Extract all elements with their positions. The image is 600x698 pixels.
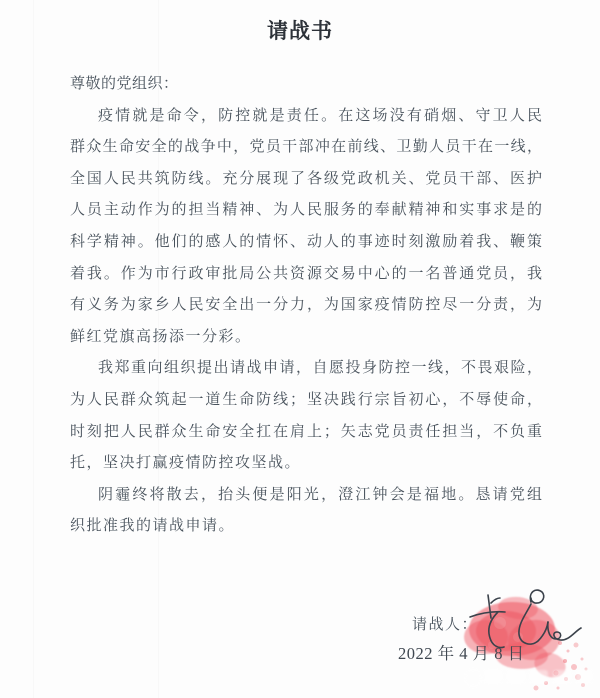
watermark-logo-icon [464,669,482,687]
scan-fold-line [33,0,34,698]
body-line: 着我。作为市行政审批局公共资源交易中心的一名普通党员，我 [70,265,542,282]
date-line: 2022 年 4 月 8 日 [398,644,525,663]
body-line: 我郑重向组织提出请战申请，自愿投身防控一线，不畏艰险， [98,360,542,377]
document-title: 请战书 [267,19,333,43]
body-line: 群众生命安全的战争中，党员干部冲在前线、卫勤人员干在一线， [70,139,542,156]
body-line: 托，坚决打赢疫情防控攻坚战。 [70,455,302,472]
salutation-line: 尊敬的党组织： [70,76,179,92]
body-line: 阴霾终将散去，抬头便是阳光，澄江钟会是福地。恳请党组 [98,486,542,503]
body-line: 疫情就是命令，防控就是责任。在这场没有硝烟、守卫人民 [98,107,542,124]
body-line: 时刻把人民群众生命安全扛在肩上；矢志党员责任担当，不负重 [70,423,542,440]
body-line: 全国人民共筑防线。充分展现了各级党政机关、党员干部、医护 [70,170,542,187]
faint-watermark [462,666,594,690]
signature-label: 请战人： [412,617,479,633]
body-line: 织批准我的请战申请。 [70,518,236,535]
body-line: 为人民群众筑起一道生命防线；坚决践行宗旨初心，不辱使命， [70,391,542,408]
body-line: 鲜红党旗高扬添一分彩。 [70,328,252,345]
body-line: 有义务为家乡人民安全出一分力，为国家疫情防控尽一分责，为 [70,297,542,314]
body-line: 人员主动作为的担当精神、为人民服务的奉献精神和实事求是的 [70,202,542,219]
handwritten-signature [443,584,588,659]
body-text [70,69,542,543]
body-line: 科学精神。他们的感人的情怀、动人的事迹时刻激励着我、鞭策 [70,233,542,250]
